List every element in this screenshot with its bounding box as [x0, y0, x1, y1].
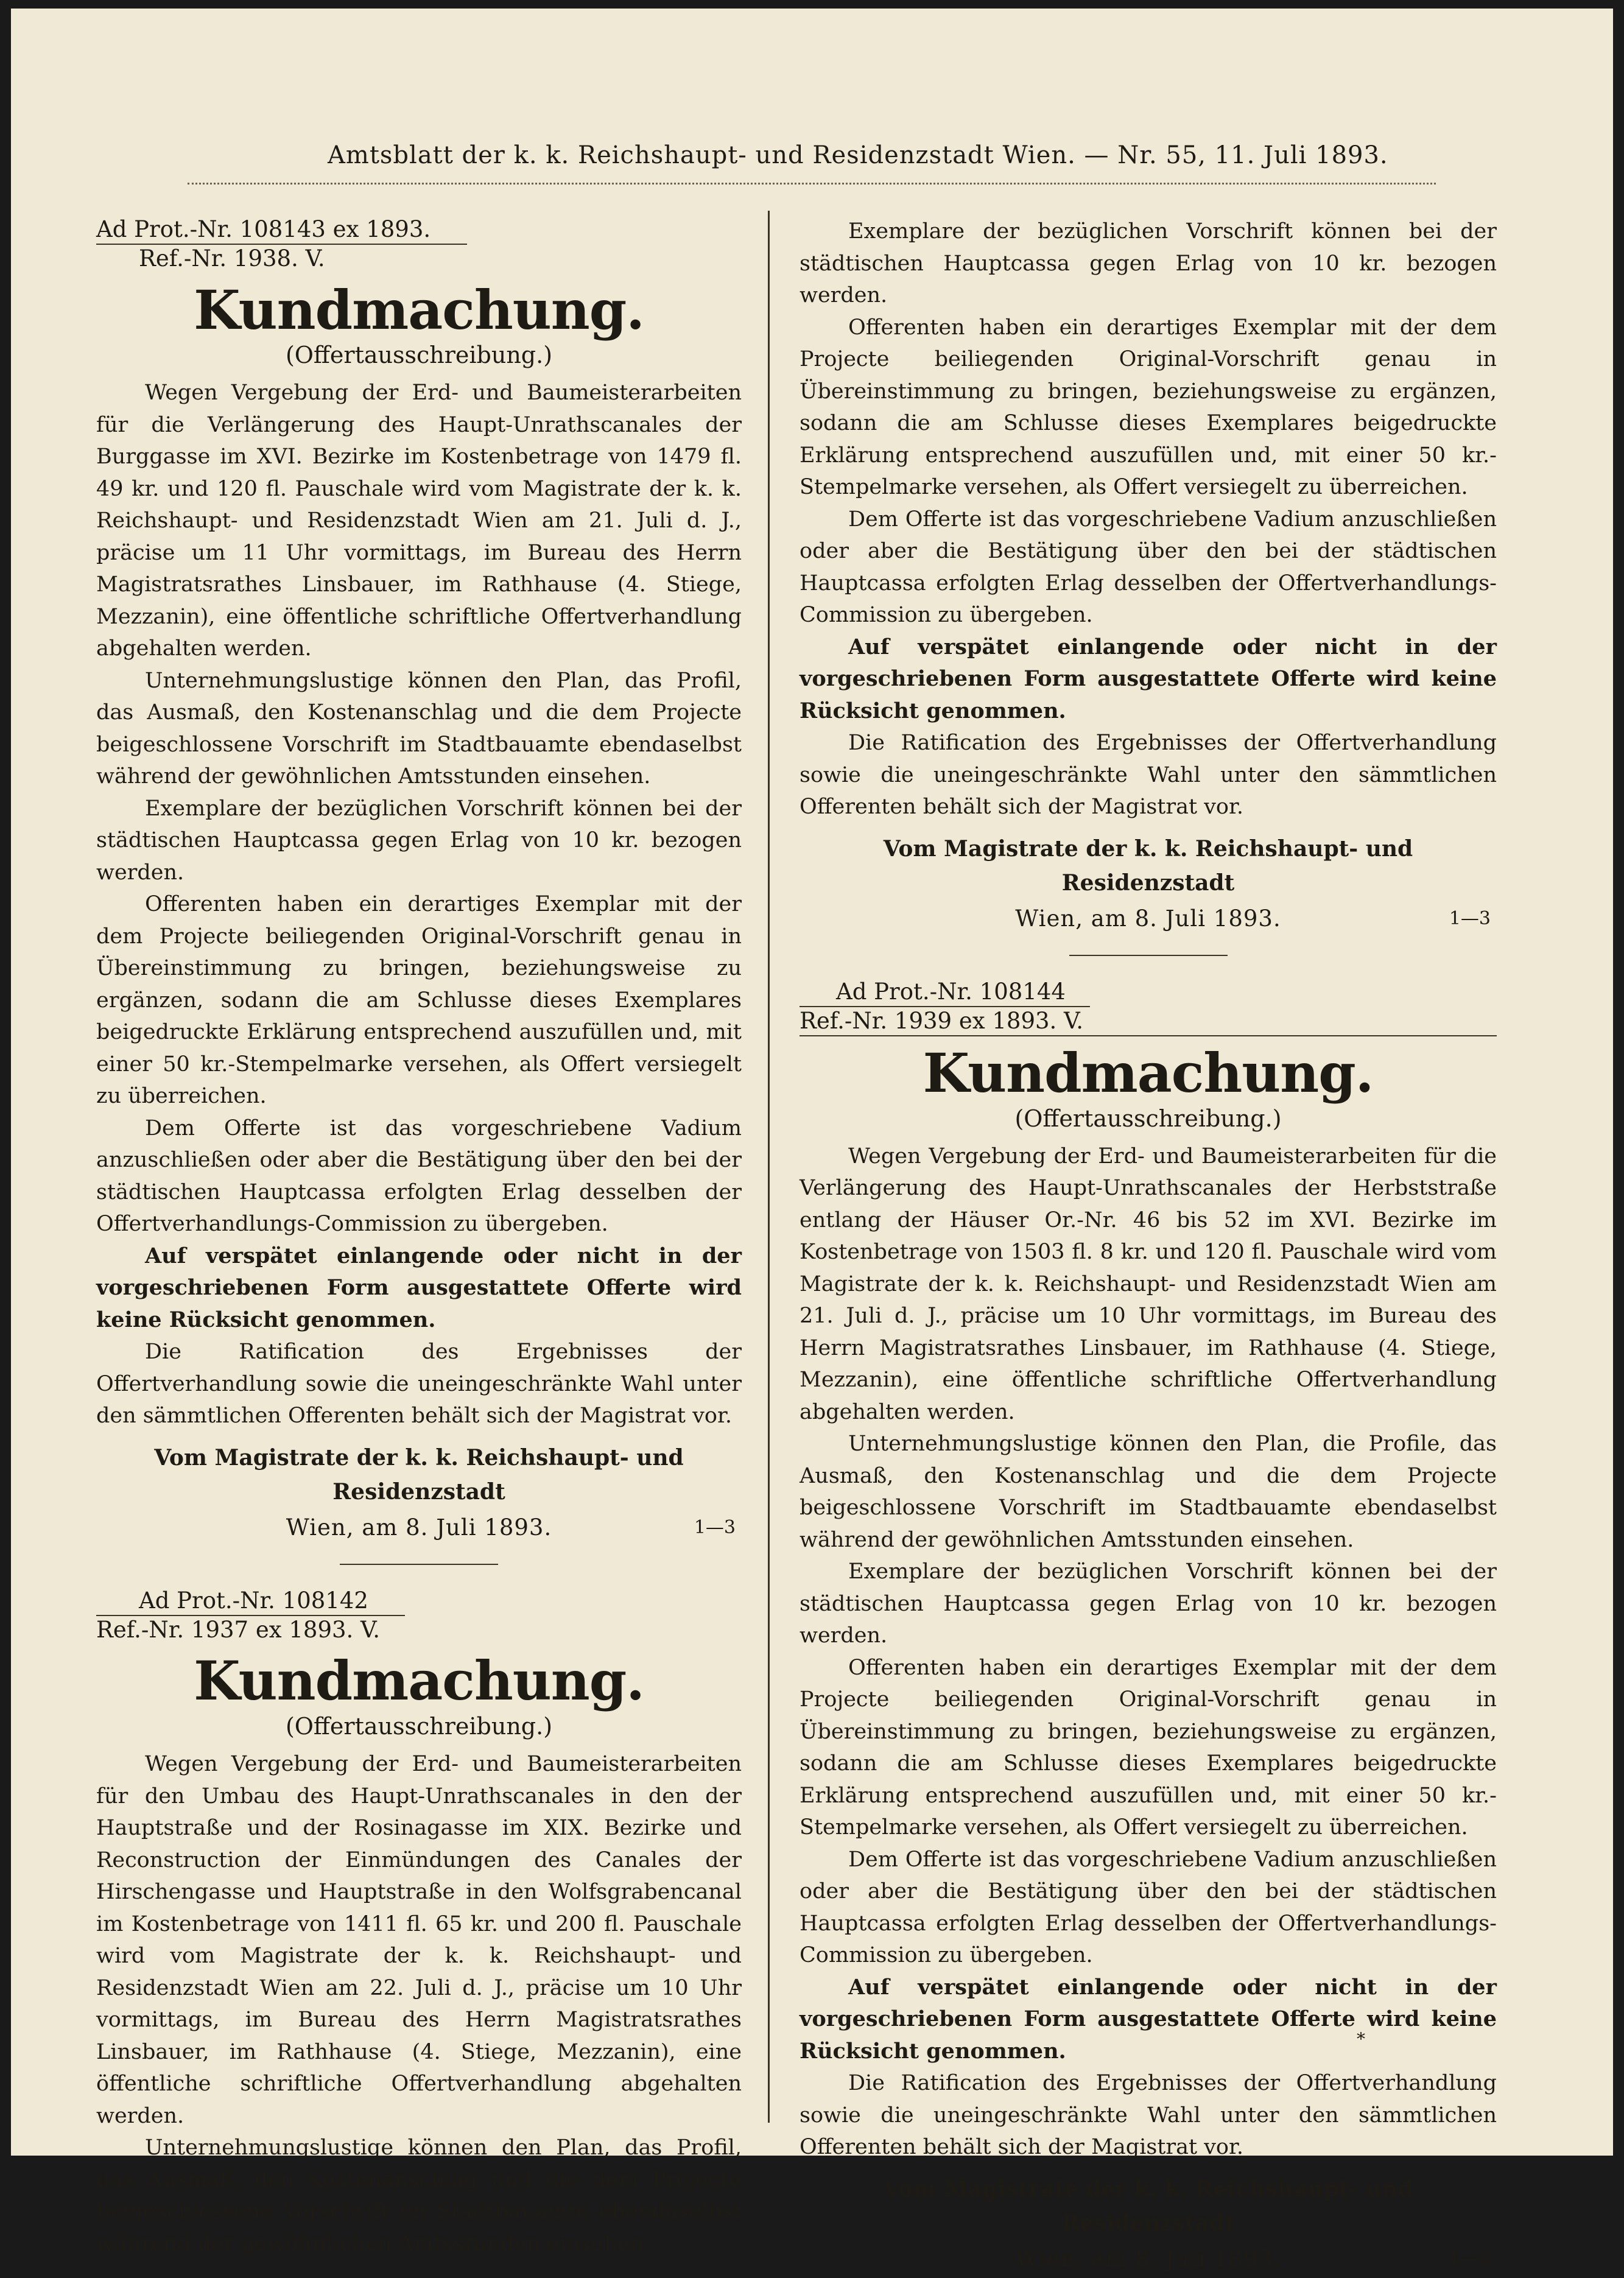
notice-1-warning: Auf verspätet einlangende oder nicht in der vorgeschriebenen Form ausgestattete Offerte wird keine Rücksicht genommen.	[96, 1243, 742, 1332]
notice-1-para: Offerenten haben ein derartiges Exemplar mit der dem Projecte beiliegenden Original-Vorschrift genau in Übereinstimmung zu bringen, beziehungsweise zu ergänzen, sodann die am Schlusse dieses Exemplares beigedruckte Erklärung entsprechend auszufüllen und, mit einer 50 kr.-Stempelmarke versehen, als Offert versiegelt zu überreichen.	[96, 892, 742, 1109]
notice-2-para: Exemplare der bezüglichen Vorschrift können bei der städtischen Hauptcassa gegen Erlag von 10 kr. bezogen werden.	[800, 219, 1497, 308]
notice-2-subtitle: (Offertausschreibung.)	[285, 1713, 553, 1740]
notice-separator	[1069, 955, 1228, 956]
notice-2-signature: Vom Magistrate der k. k. Reichshaupt- und Residenzstadt	[883, 835, 1413, 896]
notice-3-ratification: Die Ratification des Ergebnisses der Offertverhandlung sowie die uneingeschränkte Wahl unter den sämmtlichen Offerenten behält sich der Magistrat vor.	[800, 2071, 1497, 2160]
notice-1-subtitle: (Offertausschreibung.)	[285, 342, 553, 369]
notice-2-continued	[800, 216, 1497, 938]
notice-1	[96, 216, 742, 1547]
notice-2-ref-nr: Ref.-Nr. 1937 ex 1893. V.	[96, 1617, 381, 1643]
notice-3-date: Wien, am 8. Juli 1893.	[1015, 2245, 1281, 2272]
notice-1-ad-prot: Ad Prot.-Nr. 108143 ex 1893.	[96, 216, 467, 245]
header-rule	[188, 183, 1436, 189]
notice-2	[96, 1587, 742, 2260]
notice-1-ratification: Die Ratification des Ergebnisses der Offertverhandlung sowie die uneingeschränkte Wahl unter den sämmtlichen Offerenten behält sich der Magistrat vor.	[96, 1340, 742, 1429]
notice-3-para: Wegen Vergebung der Erd- und Baumeisterarbeiten für die Verlängerung des Haupt-Unrathscanales der Herbststraße entlang der Häuser Or.-Nr. 46 bis 52 im XVI. Bezirke im Kostenbetrage von 1503 fl. 8 kr. und 120 fl. Pauschale wird vom Magistrate der k. k. Reichshaupt- und Residenzstadt Wien am 21. Juli d. J., präcise um 10 Uhr vormittags, im Bureau des Herrn Magistratsrathes Linsbauer, im Rathhause (4. Stiege, Mezzanin), eine öffentliche schriftliche Offertverhandlung abgehalten werden.	[800, 1144, 1497, 1424]
notice-2-para: Unternehmungslustige können den Plan, das Profil, das Ausmaß, den Kostenanschlag und die dem Projecte beigeschlossene Vorschrift im Stadtbauamte ebendaselbst während der gewöhnlichen Amtsstunden einsehen.	[96, 2136, 742, 2256]
notice-1-ref-nr: Ref.-Nr. 1938. V.	[139, 245, 325, 272]
notice-2-date: Wien, am 8. Juli 1893.	[1015, 905, 1281, 932]
notice-3-warning: Auf verspätet einlangende oder nicht in der vorgeschriebenen Form ausgestattete Offerte wird keine Rücksicht genommen.	[800, 1974, 1497, 2064]
notice-2-dateline	[800, 900, 1497, 938]
notice-1-number: 1—3	[694, 1516, 736, 1538]
notice-3-para: Offerenten haben ein derartiges Exemplar mit der dem Projecte beiliegenden Original-Vorschrift genau in Übereinstimmung zu bringen, beziehungsweise zu ergänzen, sodann die am Schlusse dieses Exemplares beigedruckte Erklärung entsprechend auszufüllen und, mit einer 50 kr.-Stempelmarke versehen, als Offert versiegelt zu überreichen.	[800, 1655, 1497, 1840]
notice-1-para: Dem Offerte ist das vorgeschriebene Vadium anzuschließen oder aber die Bestätigung über den bei der städtischen Hauptcassa erfolgten Erlag desselben der Offertverhandlungs-Commission zu übergeben.	[96, 1116, 742, 1237]
notice-2-para: Wegen Vergebung der Erd- und Baumeisterarbeiten für den Umbau des Haupt-Unrathscanales in den der Hauptstraße und der Rosinagasse im XIX. Bezirke und Reconstruction der Einmündungen des Canales der Hirschengasse und Hauptstraße in den Wolfsgrabencanal im Kostenbetrage von 1411 fl. 65 kr. und 200 fl. Pauschale wird vom Magistrate der k. k. Reichshaupt- und Residenzstadt Wien am 22. Juli d. J., präcise um 10 Uhr vormittags, im Bureau des Herrn Magistratsrathes Linsbauer, im Rathhause (4. Stiege, Mezzanin), eine öffentliche schriftliche Offertverhandlung abgehalten werden.	[96, 1752, 742, 2128]
notice-3-para: Exemplare der bezüglichen Vorschrift können bei der städtischen Hauptcassa gegen Erlag von 10 kr. bezogen werden.	[800, 1559, 1497, 1648]
right-column	[800, 216, 1497, 2278]
notice-3-para: Unternehmungslustige können den Plan, die Profile, das Ausmaß, den Kostenanschlag und die dem Projecte beigeschlossene Vorschrift im Stadtbauamte ebendaselbst während der gewöhnlichen Amtsstunden einsehen.	[800, 1432, 1497, 1552]
notice-3-ad-prot: Ad Prot.-Nr. 108144	[800, 978, 1090, 1007]
page-header: Amtsblatt der k. k. Reichshaupt- und Residenzstadt Wien. — Nr. 55, 11. Juli 1893.	[328, 141, 1388, 169]
notice-2-ratification: Die Ratification des Ergebnisses der Offertverhandlung sowie die uneingeschränkte Wahl unter den sämmtlichen Offerenten behält sich der Magistrat vor.	[800, 731, 1497, 819]
notice-1-para: Wegen Vergebung der Erd- und Baumeisterarbeiten für die Verlängerung des Haupt-Unrathscanales der Burggasse im XVI. Bezirke im Kostenbetrage von 1479 fl. 49 kr. und 120 fl. Pauschale wird vom Magistrate der k. k. Reichshaupt- und Residenzstadt Wien am 21. Juli d. J., präcise um 11 Uhr vormittags, im Bureau des Herrn Magistratsrathes Linsbauer, im Rathhause (4. Stiege, Mezzanin), eine öffentliche schriftliche Offertverhandlung abgehalten werden.	[96, 381, 742, 661]
notice-1-para: Exemplare der bezüglichen Vorschrift können bei der städtischen Hauptcassa gegen Erlag von 10 kr. bezogen werden.	[96, 796, 742, 885]
notice-3-subtitle: (Offertausschreibung.)	[1014, 1105, 1282, 1132]
notice-3-number: 1—3	[1449, 2248, 1491, 2269]
column-divider	[768, 211, 770, 2123]
notice-3-refs	[800, 978, 1497, 1037]
notice-separator	[340, 1564, 498, 1565]
notice-3-para: Dem Offerte ist das vorgeschriebene Vadium anzuschließen oder aber die Bestätigung über den bei der städtischen Hauptcassa erfolgten Erlag desselben der Offertverhandlungs-Commission zu übergeben.	[800, 1847, 1497, 1968]
notice-1-title: Kundmachung.	[194, 278, 644, 342]
notice-2-ad-prot: Ad Prot.-Nr. 108142	[96, 1587, 405, 1616]
notice-1-date: Wien, am 8. Juli 1893.	[286, 1514, 552, 1541]
notice-2-warning: Auf verspätet einlangende oder nicht in der vorgeschriebenen Form ausgestattete Offerte wird keine Rücksicht genommen.	[800, 634, 1497, 723]
notice-2-refs	[96, 1587, 742, 1645]
notice-2-title: Kundmachung.	[194, 1649, 644, 1713]
footer-asterisk: *	[1357, 2029, 1365, 2049]
notice-2-number: 1—3	[1449, 907, 1491, 929]
notice-1-signature: Vom Magistrate der k. k. Reichshaupt- und Residenzstadt	[154, 1444, 684, 1505]
notice-1-dateline	[96, 1509, 742, 1547]
notice-1-para: Unternehmungslustige können den Plan, das Profil, das Ausmaß, den Kostenanschlag und die dem Projecte beigeschlossene Vorschrift im Stadtbauamte ebendaselbst während der gewöhnlichen Amtsstunden einsehen.	[96, 668, 742, 789]
notice-2-para: Offerenten haben ein derartiges Exemplar mit der dem Projecte beiliegenden Original-Vorschrift genau in Übereinstimmung zu bringen, beziehungsweise zu ergänzen, sodann die am Schlusse dieses Exemplares beigedruckte Erklärung entsprechend auszufüllen und, mit einer 50 kr.-Stempelmarke versehen, als Offert versiegelt zu überreichen.	[800, 315, 1497, 499]
notice-3-title: Kundmachung.	[923, 1041, 1374, 1105]
notice-1-refs	[96, 216, 742, 273]
notice-3	[800, 978, 1497, 2278]
left-column	[96, 216, 742, 2260]
newspaper-page	[11, 9, 1613, 2272]
notice-2-para: Dem Offerte ist das vorgeschriebene Vadium anzuschließen oder aber die Bestätigung über den bei der städtischen Hauptcassa erfolgten Erlag desselben der Offertverhandlungs-Commission zu übergeben.	[800, 507, 1497, 627]
notice-3-ref-nr: Ref.-Nr. 1939 ex 1893. V.	[800, 1007, 1497, 1036]
notice-3-dateline	[800, 2240, 1497, 2278]
notice-3-signature: Vom Magistrate der k. k. Reichshaupt- und Residenzstadt	[883, 2176, 1413, 2236]
